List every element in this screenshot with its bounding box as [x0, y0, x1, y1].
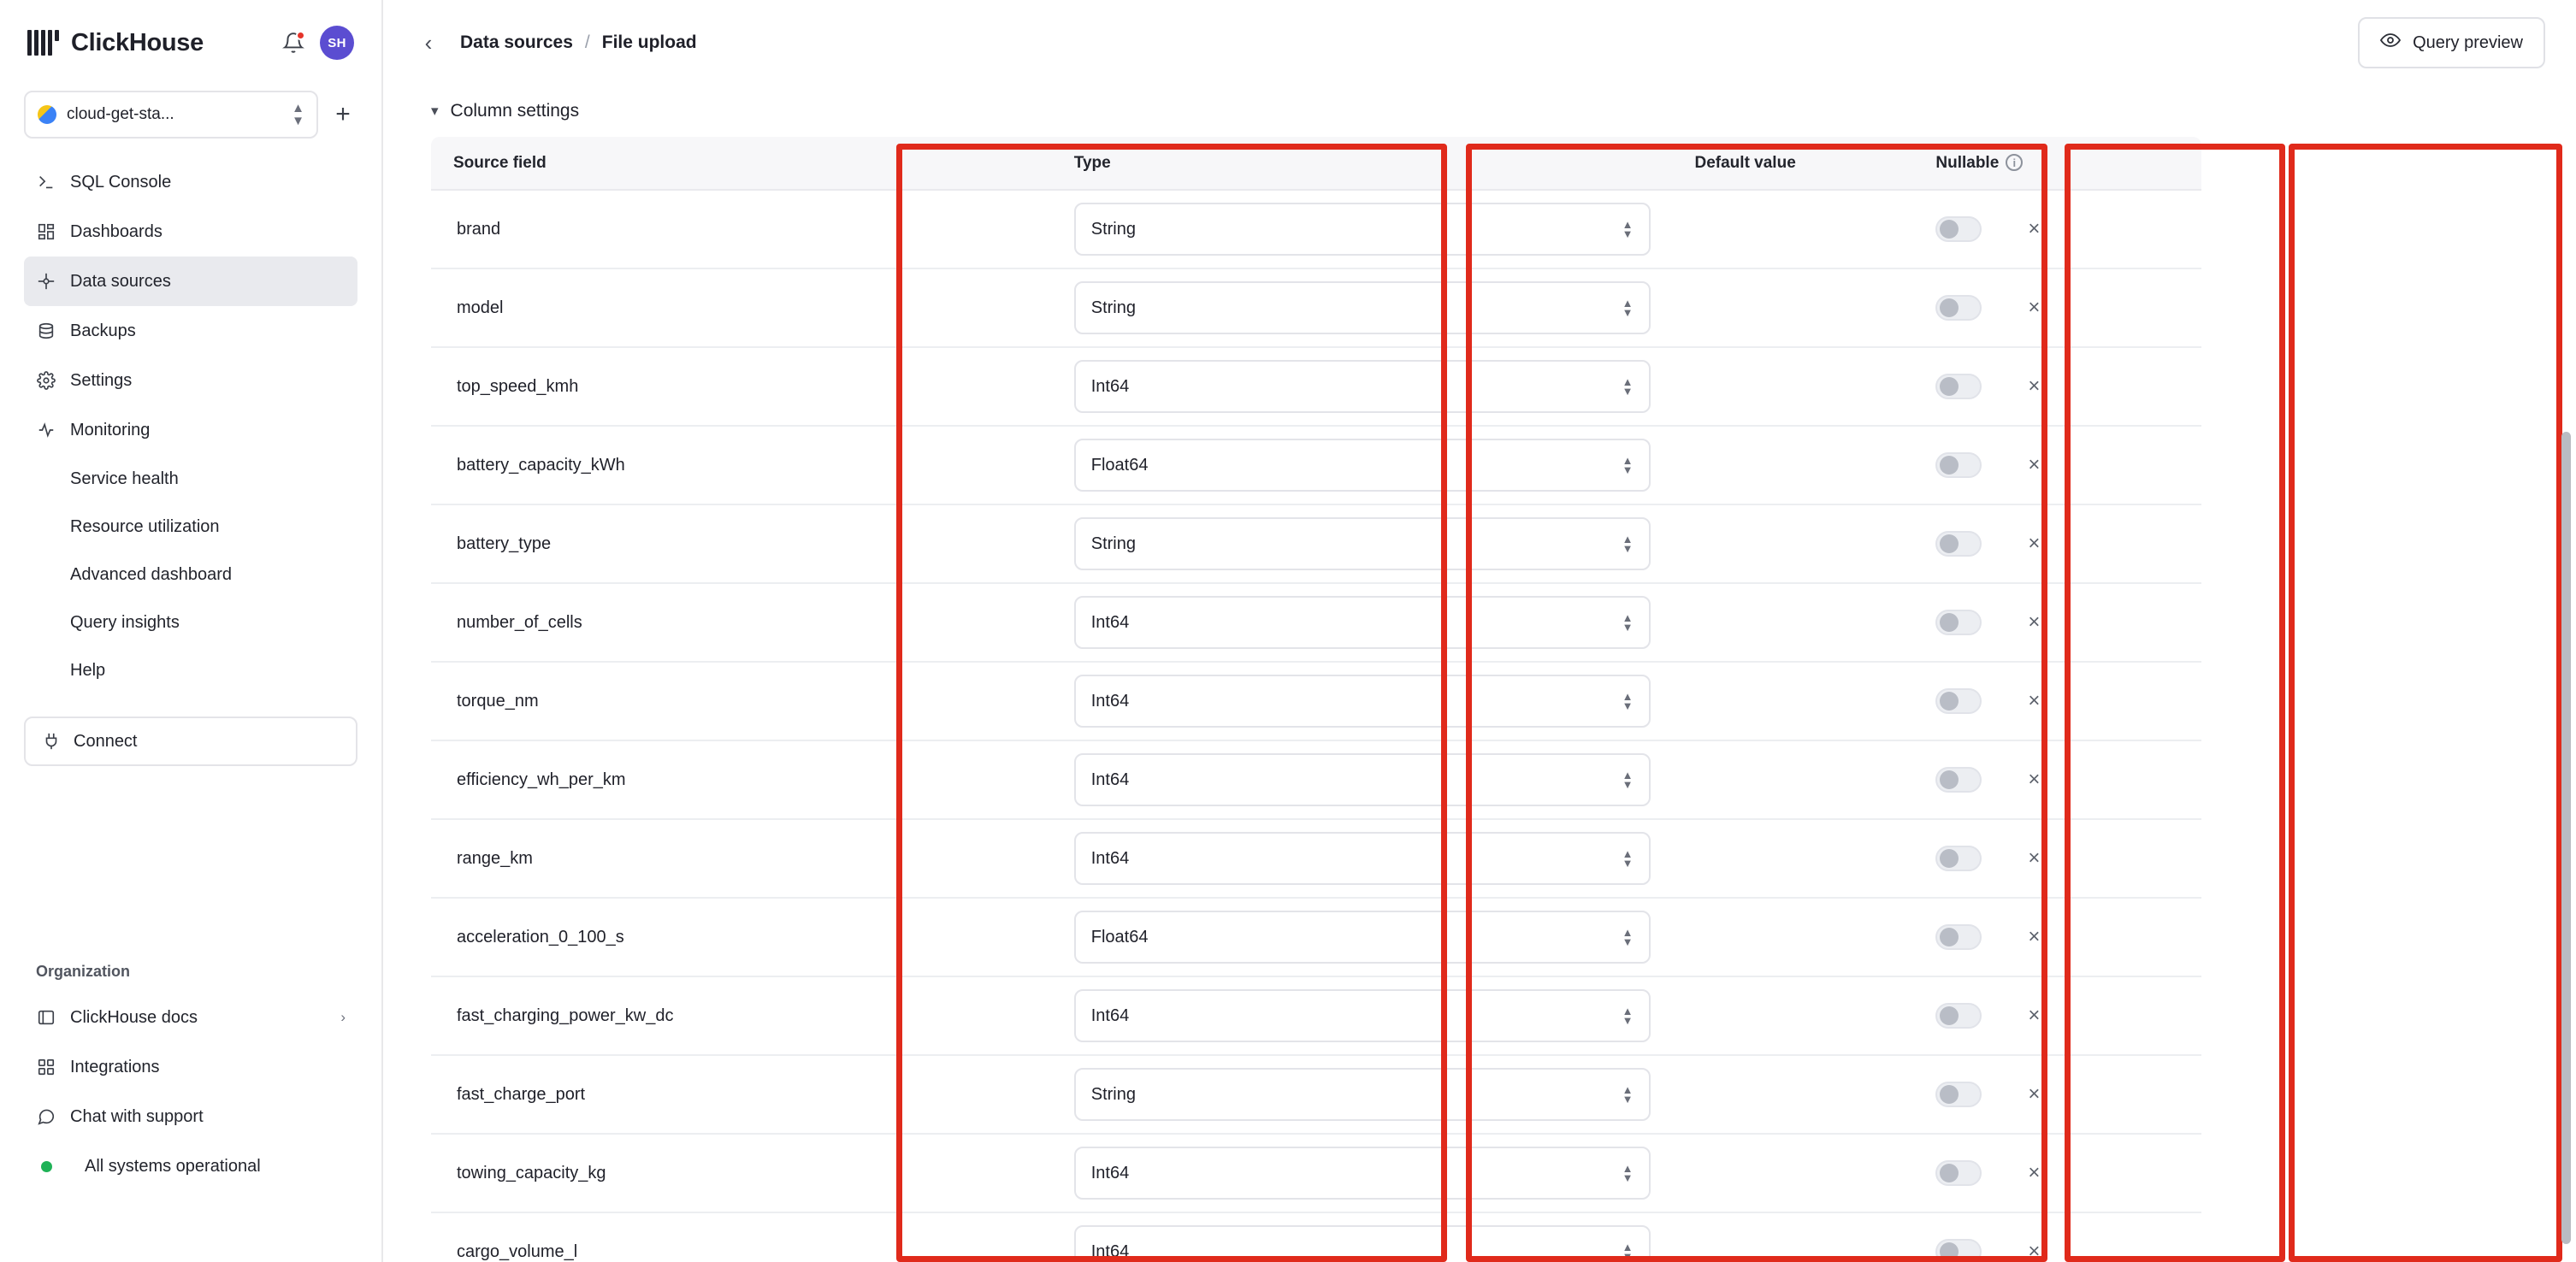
chevron-updown-icon: ▲ ▼: [1622, 611, 1634, 634]
integrations-icon: [36, 1057, 56, 1077]
default-value-input[interactable]: [1695, 284, 1892, 332]
source-field-input[interactable]: [453, 599, 1030, 646]
service-selector[interactable]: [24, 91, 318, 139]
source-field-input[interactable]: [453, 756, 1030, 804]
remove-column-button[interactable]: ×: [2028, 846, 2041, 870]
sidebar-item-settings[interactable]: [24, 356, 357, 405]
main-area: [383, 0, 2576, 1262]
cell-default-value: [1673, 504, 1914, 583]
type-select[interactable]: [1074, 989, 1651, 1042]
column-settings-section-header[interactable]: [383, 86, 2576, 137]
table-row: [431, 1212, 2201, 1262]
source-field-input[interactable]: [453, 1149, 1030, 1197]
remove-column-button[interactable]: ×: [2028, 374, 2041, 398]
sidebar-item-label: All systems operational: [85, 1156, 261, 1176]
nullable-toggle[interactable]: [1935, 688, 1982, 714]
cell-default-value: [1673, 347, 1914, 426]
cell-type: [1052, 583, 1673, 662]
cell-type: [1052, 976, 1673, 1055]
type-select-value: Int64: [1090, 376, 1130, 396]
breadcrumb: [460, 32, 697, 53]
col-header-default-value: Default value: [1673, 137, 1914, 190]
chevron-updown-icon: ▲ ▼: [1622, 1083, 1634, 1106]
type-select-value: Float64: [1090, 927, 1149, 946]
nullable-toggle[interactable]: [1935, 767, 1982, 793]
chevron-updown-icon: ▲ ▼: [292, 101, 304, 128]
type-select-value: Int64: [1090, 1005, 1130, 1025]
table-body: [431, 190, 2201, 1262]
column-settings-table-wrap: [383, 137, 2576, 1262]
notification-badge: [296, 31, 305, 40]
type-select[interactable]: [1074, 360, 1651, 413]
chevron-updown-icon: ▲ ▼: [1622, 1241, 1634, 1262]
table-row: [431, 583, 2201, 662]
cell-type: [1052, 819, 1673, 898]
remove-column-button[interactable]: ×: [2028, 768, 2041, 791]
sidebar-item-label: SQL Console: [70, 172, 172, 192]
nullable-toggle[interactable]: [1935, 924, 1982, 950]
sidebar-item-label: Chat with support: [70, 1106, 204, 1126]
cell-source-field: [431, 1212, 1052, 1262]
chevron-updown-icon: ▲ ▼: [1622, 218, 1634, 240]
docs-icon: [36, 1007, 56, 1028]
content: [383, 86, 2576, 1262]
source-field-input[interactable]: [453, 520, 1030, 568]
type-select[interactable]: [1074, 1147, 1651, 1200]
cell-default-value: [1673, 1055, 1914, 1134]
default-value-input[interactable]: [1695, 599, 1892, 646]
table-row: [431, 1134, 2201, 1212]
cell-nullable: [1913, 190, 2201, 268]
type-select-value: Int64: [1090, 612, 1130, 632]
type-select-value: Float64: [1090, 455, 1149, 475]
remove-column-button[interactable]: ×: [2028, 532, 2041, 555]
plug-icon: [41, 731, 62, 752]
sidebar-item-data-sources[interactable]: [24, 257, 357, 306]
cell-type: [1052, 268, 1673, 347]
cell-type: [1052, 504, 1673, 583]
cell-default-value: [1673, 740, 1914, 819]
back-button[interactable]: ‹: [424, 29, 433, 56]
cell-default-value: [1673, 662, 1914, 740]
chevron-right-icon: ›: [340, 1009, 346, 1025]
nullable-toggle[interactable]: [1935, 846, 1982, 871]
default-value-input[interactable]: [1695, 913, 1892, 961]
breadcrumb-file-upload: File upload: [601, 32, 697, 52]
cell-default-value: [1673, 1212, 1914, 1262]
default-value-input[interactable]: [1695, 363, 1892, 410]
monitoring-icon: [36, 420, 56, 440]
type-select-value: Int64: [1090, 691, 1130, 711]
remove-column-button[interactable]: ×: [2028, 1161, 2041, 1184]
info-icon[interactable]: i: [2006, 154, 2023, 171]
type-select-value: Int64: [1090, 1163, 1130, 1182]
table-header-row: [431, 137, 2201, 190]
sidebar-subitem-label: Service health: [70, 469, 179, 488]
default-value-input[interactable]: [1695, 441, 1892, 489]
clickhouse-logo-icon: [27, 30, 59, 56]
remove-column-button[interactable]: ×: [2028, 296, 2041, 319]
table-row: [431, 504, 2201, 583]
notifications-bell-icon[interactable]: [282, 32, 304, 54]
cell-nullable: [1913, 1055, 2201, 1134]
chevron-updown-icon: ▲ ▼: [1622, 533, 1634, 555]
cell-type: [1052, 1055, 1673, 1134]
default-value-input[interactable]: [1695, 834, 1892, 882]
type-select-value: String: [1090, 298, 1136, 317]
backup-icon: [36, 321, 56, 341]
chevron-updown-icon: ▲ ▼: [1622, 297, 1634, 319]
sidebar-nav: [0, 157, 381, 694]
brand-row: [0, 0, 381, 86]
col-header-source-field: Source field: [431, 137, 1052, 190]
chevron-updown-icon: ▲ ▼: [1622, 690, 1634, 712]
sidebar-item-label: Monitoring: [70, 420, 151, 439]
nullable-toggle[interactable]: [1935, 610, 1982, 635]
col-header-nullable: [1913, 137, 2201, 190]
type-select[interactable]: [1074, 517, 1651, 570]
cell-source-field: [431, 1134, 1052, 1212]
cell-default-value: [1673, 268, 1914, 347]
nullable-toggle[interactable]: [1935, 216, 1982, 242]
source-field-input[interactable]: [453, 992, 1030, 1040]
default-value-input[interactable]: [1695, 1149, 1892, 1197]
source-field-input[interactable]: [453, 834, 1030, 882]
type-select[interactable]: [1074, 675, 1651, 728]
connect-label: Connect: [74, 731, 138, 751]
chevron-updown-icon: ▲ ▼: [1622, 375, 1634, 398]
type-select-value: Int64: [1090, 1241, 1130, 1261]
cell-type: [1052, 190, 1673, 268]
remove-column-button[interactable]: ×: [2028, 689, 2041, 712]
dashboard-icon: [36, 221, 56, 242]
default-value-input[interactable]: [1695, 756, 1892, 804]
sidebar-item-chat-with-support[interactable]: [24, 1092, 357, 1141]
type-select[interactable]: [1074, 281, 1651, 334]
cell-nullable: [1913, 1212, 2201, 1262]
cell-nullable: [1913, 898, 2201, 976]
cell-source-field: [431, 268, 1052, 347]
table-head: [431, 137, 2201, 190]
cell-nullable: [1913, 426, 2201, 504]
cell-default-value: [1673, 190, 1914, 268]
cell-type: [1052, 740, 1673, 819]
type-select[interactable]: [1074, 753, 1651, 806]
sidebar-item-label: Dashboards: [70, 221, 162, 241]
cell-default-value: [1673, 583, 1914, 662]
chevron-updown-icon: ▲ ▼: [1622, 847, 1634, 870]
cell-type: [1052, 1212, 1673, 1262]
type-select[interactable]: [1074, 596, 1651, 649]
remove-column-button[interactable]: ×: [2028, 1082, 2041, 1106]
remove-column-button[interactable]: ×: [2028, 1240, 2041, 1262]
sidebar-subitem-label: Resource utilization: [70, 516, 220, 536]
sidebar-item-help[interactable]: [24, 646, 357, 694]
cell-type: [1052, 347, 1673, 426]
default-value-input[interactable]: [1695, 677, 1892, 725]
status-dot-icon: [41, 1161, 52, 1172]
nullable-toggle[interactable]: [1935, 295, 1982, 321]
default-value-input[interactable]: [1695, 1228, 1892, 1262]
sidebar-item-clickhouse-docs[interactable]: [24, 993, 357, 1042]
cell-default-value: [1673, 976, 1914, 1055]
organization-label: Organization: [36, 963, 131, 980]
sidebar-item-query-insights[interactable]: [24, 599, 357, 646]
table-row: [431, 190, 2201, 268]
cell-source-field: [431, 898, 1052, 976]
chevron-updown-icon: ▲ ▼: [1622, 926, 1634, 948]
chevron-updown-icon: ▲ ▼: [1622, 1162, 1634, 1184]
connect-button[interactable]: [24, 717, 357, 766]
source-field-input[interactable]: [453, 284, 1030, 332]
cell-source-field: [431, 504, 1052, 583]
table-row: [431, 976, 2201, 1055]
service-name: cloud-get-sta...: [67, 105, 174, 123]
table-row: [431, 898, 2201, 976]
source-field-input[interactable]: [453, 205, 1030, 253]
type-select-value: String: [1090, 534, 1136, 553]
vertical-scrollbar[interactable]: [2561, 432, 2571, 1244]
cell-nullable: [1913, 583, 2201, 662]
cell-default-value: [1673, 819, 1914, 898]
topbar: [383, 0, 2576, 86]
remove-column-button[interactable]: ×: [2028, 610, 2041, 634]
source-field-input[interactable]: [453, 913, 1030, 961]
cell-source-field: [431, 347, 1052, 426]
sidebar-bottom-list: [0, 993, 381, 1191]
default-value-input[interactable]: [1695, 520, 1892, 568]
source-field-input[interactable]: [453, 363, 1030, 410]
section-title: Column settings: [450, 101, 580, 121]
nullable-toggle[interactable]: [1935, 1003, 1982, 1029]
brand-actions: [282, 26, 354, 60]
chevron-updown-icon: ▲ ▼: [1622, 454, 1634, 476]
nullable-toggle[interactable]: [1935, 531, 1982, 557]
chat-icon: [36, 1106, 56, 1127]
type-select-value: String: [1090, 1084, 1136, 1104]
type-select-value: Int64: [1090, 770, 1130, 789]
brand-name: ClickHouse: [71, 28, 204, 56]
source-field-input[interactable]: [453, 1228, 1030, 1262]
chevron-updown-icon: ▲ ▼: [1622, 1005, 1634, 1027]
eye-icon: [2380, 30, 2401, 56]
table-row: [431, 819, 2201, 898]
type-select[interactable]: [1074, 1068, 1651, 1121]
type-select[interactable]: [1074, 439, 1651, 492]
sidebar-item-dashboards[interactable]: [24, 207, 357, 257]
type-select-value: Int64: [1090, 848, 1130, 868]
source-field-input[interactable]: [453, 677, 1030, 725]
cell-source-field: [431, 426, 1052, 504]
type-select[interactable]: [1074, 911, 1651, 964]
cell-type: [1052, 426, 1673, 504]
sidebar-item-label: Settings: [70, 370, 133, 390]
cell-source-field: [431, 662, 1052, 740]
type-select[interactable]: [1074, 832, 1651, 885]
source-field-input[interactable]: [453, 1070, 1030, 1118]
cell-default-value: [1673, 898, 1914, 976]
breadcrumb-separator: /: [584, 32, 590, 52]
cell-nullable: [1913, 976, 2201, 1055]
type-select-value: String: [1090, 219, 1136, 239]
type-select[interactable]: [1074, 1225, 1651, 1262]
default-value-input[interactable]: [1695, 205, 1892, 253]
service-icon: [38, 105, 56, 124]
cell-source-field: [431, 976, 1052, 1055]
table-row: [431, 426, 2201, 504]
table-row: [431, 1055, 2201, 1134]
nullable-toggle[interactable]: [1935, 374, 1982, 399]
nullable-toggle[interactable]: [1935, 1239, 1982, 1262]
cell-type: [1052, 898, 1673, 976]
type-select[interactable]: [1074, 203, 1651, 256]
chevron-updown-icon: ▲ ▼: [1622, 769, 1634, 791]
chevron-down-icon: ▾: [431, 103, 439, 119]
cell-source-field: [431, 1055, 1052, 1134]
data-sources-icon: [36, 271, 56, 292]
sidebar-item-label: Backups: [70, 321, 136, 340]
table-row: [431, 347, 2201, 426]
table-row: [431, 268, 2201, 347]
sidebar-item-backups[interactable]: [24, 306, 357, 356]
remove-column-button[interactable]: ×: [2028, 453, 2041, 476]
gear-icon: [36, 370, 56, 391]
sidebar-item-monitoring[interactable]: [24, 405, 357, 455]
table-row: [431, 662, 2201, 740]
sidebar-item-label: Integrations: [70, 1057, 160, 1076]
default-value-input[interactable]: [1695, 992, 1892, 1040]
cell-source-field: [431, 740, 1052, 819]
cell-nullable: [1913, 740, 2201, 819]
nullable-toggle[interactable]: [1935, 1082, 1982, 1107]
sidebar-item-service-health[interactable]: [24, 455, 357, 503]
remove-column-button[interactable]: ×: [2028, 1004, 2041, 1027]
nullable-toggle[interactable]: [1935, 452, 1982, 478]
sidebar-item-label: ClickHouse docs: [70, 1007, 198, 1027]
service-selector-row: [24, 91, 357, 139]
cell-nullable: [1913, 1134, 2201, 1212]
col-header-type: Type: [1052, 137, 1673, 190]
sidebar: [0, 0, 383, 1262]
cell-default-value: [1673, 426, 1914, 504]
cell-default-value: [1673, 1134, 1914, 1212]
table-row: [431, 740, 2201, 819]
sidebar-item-label: Data sources: [70, 271, 171, 291]
cell-source-field: [431, 819, 1052, 898]
cell-nullable: [1913, 268, 2201, 347]
column-settings-table: [431, 137, 2201, 1262]
cell-nullable: [1913, 347, 2201, 426]
nullable-toggle[interactable]: [1935, 1160, 1982, 1186]
sidebar-item-system-status[interactable]: [24, 1141, 357, 1191]
cell-source-field: [431, 190, 1052, 268]
query-preview-button[interactable]: [2358, 17, 2545, 68]
cell-source-field: [431, 583, 1052, 662]
cell-type: [1052, 662, 1673, 740]
sidebar-subitem-label: Help: [70, 660, 106, 680]
remove-column-button[interactable]: ×: [2028, 925, 2041, 948]
default-value-input[interactable]: [1695, 1070, 1892, 1118]
cell-nullable: [1913, 662, 2201, 740]
avatar[interactable]: SH: [320, 26, 354, 60]
sidebar-item-advanced-dashboard[interactable]: [24, 551, 357, 599]
add-service-button[interactable]: +: [335, 100, 351, 128]
col-header-nullable-label: Nullable: [1935, 153, 2000, 172]
terminal-icon: [36, 172, 56, 192]
sidebar-item-integrations[interactable]: [24, 1042, 357, 1092]
query-preview-label: Query preview: [2413, 32, 2523, 52]
sidebar-item-resource-utilization[interactable]: [24, 503, 357, 551]
cell-nullable: [1913, 504, 2201, 583]
remove-column-button[interactable]: ×: [2028, 217, 2041, 240]
cell-type: [1052, 1134, 1673, 1212]
source-field-input[interactable]: [453, 441, 1030, 489]
cell-nullable: [1913, 819, 2201, 898]
sidebar-item-sql-console[interactable]: [24, 157, 357, 207]
sidebar-subitem-label: Query insights: [70, 612, 180, 632]
sidebar-subitem-label: Advanced dashboard: [70, 564, 233, 584]
breadcrumb-data-sources[interactable]: Data sources: [460, 32, 573, 52]
